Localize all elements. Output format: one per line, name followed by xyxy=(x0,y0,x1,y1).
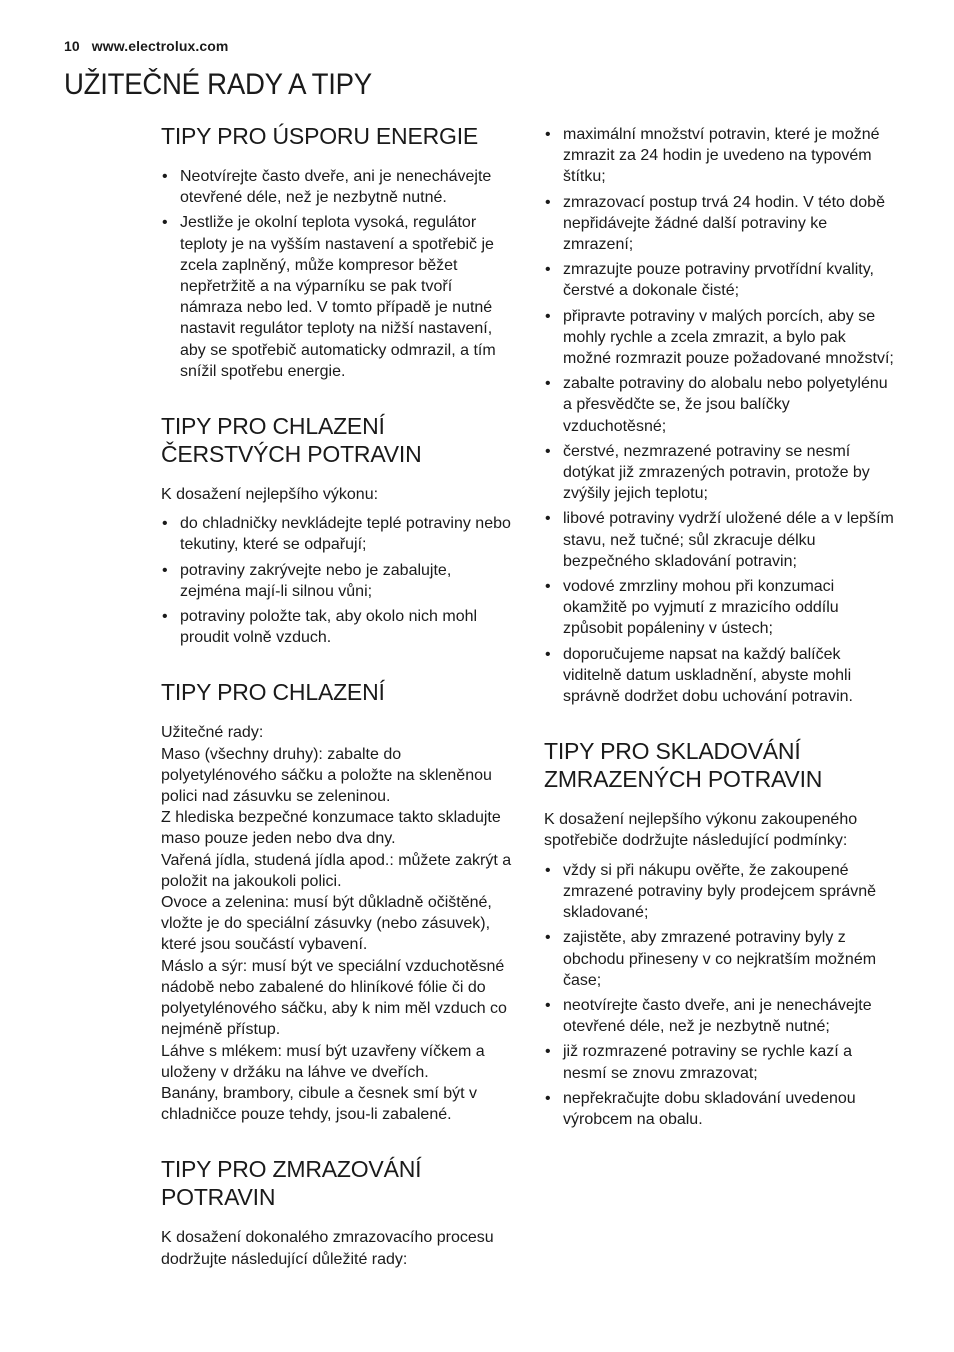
page-header xyxy=(64,38,228,54)
cooling-section xyxy=(161,678,513,1125)
cooling-line: Banány, brambory, cibule a česnek smí být v chladničce pouze tehdy, jsou-li zabalené. xyxy=(161,1084,477,1124)
page-number: 10 xyxy=(64,38,80,54)
cooling-line: Ovoce a zelenina: musí být důkladně očištěné, vložte je do speciální zásuvky (nebo zásuvek), které jsou součástí vybavení. xyxy=(161,894,492,954)
left-column xyxy=(161,122,513,1300)
list-item: • vodové zmrzliny mohou při konzumaci okamžitě po vyjmutí z mrazicího oddílu způsobit popáleniny v ústech; xyxy=(544,576,894,640)
storage-section xyxy=(544,737,894,1130)
list-item: • zabalte potraviny do alobalu nebo polyetylénu a přesvědčte se, že jsou balíčky vzduchotěsné; xyxy=(544,373,894,437)
energy-heading: TIPY PRO ÚSPORU ENERGIE xyxy=(161,123,479,149)
fresh-list xyxy=(161,513,513,648)
storage-heading: TIPY PRO SKLADOVÁNÍ ZMRAZENÝCH POTRAVIN xyxy=(544,738,823,793)
cooling-heading: TIPY PRO CHLAZENÍ xyxy=(161,679,385,706)
list-item: • vždy si při nákupu ověřte, že zakoupené zmrazené potraviny byly prodejcem správně skladované; xyxy=(544,860,894,924)
cooling-line: Maso (všechny druhy): zabalte do polyetylénového sáčku a položte na skleněnou polici nad zásuvku se zeleninou. xyxy=(161,745,492,806)
list-item: • libové potraviny vydrží uložené déle a v lepším stavu, než tučné; sůl zkracuje délku bezpečného skladování potravin; xyxy=(544,508,894,572)
energy-list xyxy=(161,166,513,382)
freezing-section xyxy=(161,1155,513,1269)
fresh-section xyxy=(161,412,513,648)
cooling-line: Láhve s mlékem: musí být uzavřeny víčkem a uloženy v držáku na láhve ve dveřích. xyxy=(161,1042,485,1081)
fresh-intro: K dosažení nejlepšího výkonu: xyxy=(161,486,379,504)
list-item: • doporučujeme napsat na každý balíček viditelně datum uskladnění, abyste mohli správně dodržet dobu uchování potravin. xyxy=(544,644,894,708)
right-column xyxy=(544,124,894,1160)
cooling-line: Máslo a sýr: musí být ve speciální vzduchotěsné nádobě nebo zabalené do hliníkové fólie či do polyetylénového sáčku, aby k nim měl vzduch co nejméně přístup. xyxy=(161,957,507,1039)
list-item: • potraviny zakrývejte nebo je zabalujte, zejména mají-li silnou vůni; xyxy=(161,560,513,602)
storage-list xyxy=(544,860,894,1130)
cooling-line: Z hlediska bezpečné konzumace takto skladujte maso pouze jeden nebo dva dny. xyxy=(161,809,501,848)
freezing-intro: K dosažení dokonalého zmrazovacího procesu dodržujte následující důležité rady: xyxy=(161,1229,494,1268)
page-title: UŽITEČNÉ RADY A TIPY xyxy=(64,68,372,101)
list-item: • do chladničky nevkládejte teplé potraviny nebo tekutiny, které se odpařují; xyxy=(161,513,513,555)
list-item: • potraviny položte tak, aby okolo nich mohl proudit volně vzduch. xyxy=(161,606,513,648)
list-item: • připravte potraviny v malých porcích, aby se mohly rychle a zcela zmrazit, a bylo pak možné rozmrazit pouze požadované množství; xyxy=(544,306,894,370)
freezing-items-section xyxy=(544,124,894,707)
list-item: • nepřekračujte dobu skladování uvedenou výrobcem na obalu. xyxy=(544,1088,894,1130)
cooling-line: Vařená jídla, studená jídla apod.: můžete zakrýt a položit na jakoukoli polici. xyxy=(161,851,512,890)
cooling-line: Užitečné rady: xyxy=(161,724,264,742)
freezing-heading: TIPY PRO ZMRAZOVÁNÍ POTRAVIN xyxy=(161,1156,422,1211)
list-item: • Jestliže je okolní teplota vysoká, regulátor teploty je na vyšším nastavení a spotřebič je zcela zaplněný, může kompresor běžet nepřetržitě a na výparníku se pak tvoří námraza nebo led. V tomto případě je nutné nastavit regulátor teploty na nižší nastavení, aby se spotřebič automaticky odmrazil, a tím snížil spotřebu energie. xyxy=(161,212,513,382)
list-item: • maximální množství potravin, které je možné zmrazit za 24 hodin je uvedeno na typovém štítku; xyxy=(544,124,894,188)
freezing-list xyxy=(544,124,894,707)
list-item: • neotvírejte často dveře, ani je nenechávejte otevřené déle, než je nezbytně nutné; xyxy=(544,995,894,1037)
list-item: • již rozmrazené potraviny se rychle kazí a nesmí se znovu zmrazovat; xyxy=(544,1041,894,1083)
storage-intro: K dosažení nejlepšího výkonu zakoupeného spotřebiče dodržujte následující podmínky: xyxy=(544,811,858,850)
list-item: • zajistěte, aby zmrazené potraviny byly z obchodu přineseny v co nejkratším možném čase; xyxy=(544,927,894,991)
cooling-text xyxy=(161,722,513,1125)
list-item: • čerstvé, nezmrazené potraviny se nesmí dotýkat již zmrazených potravin, protože by zvýšily jejich teplotu; xyxy=(544,441,894,505)
list-item: • Neotvírejte často dveře, ani je nenechávejte otevřené déle, než je nezbytně nutné. xyxy=(161,166,513,208)
list-item: • zmrazovací postup trvá 24 hodin. V této době nepřidávejte žádné další potraviny ke zmrazení; xyxy=(544,192,894,256)
site-url: www.electrolux.com xyxy=(91,38,229,54)
energy-section xyxy=(161,122,513,382)
list-item: • zmrazujte pouze potraviny prvotřídní kvality, čerstvé a dokonale čisté; xyxy=(544,259,894,301)
fresh-heading: TIPY PRO CHLAZENÍ ČERSTVÝCH POTRAVIN xyxy=(161,413,422,468)
